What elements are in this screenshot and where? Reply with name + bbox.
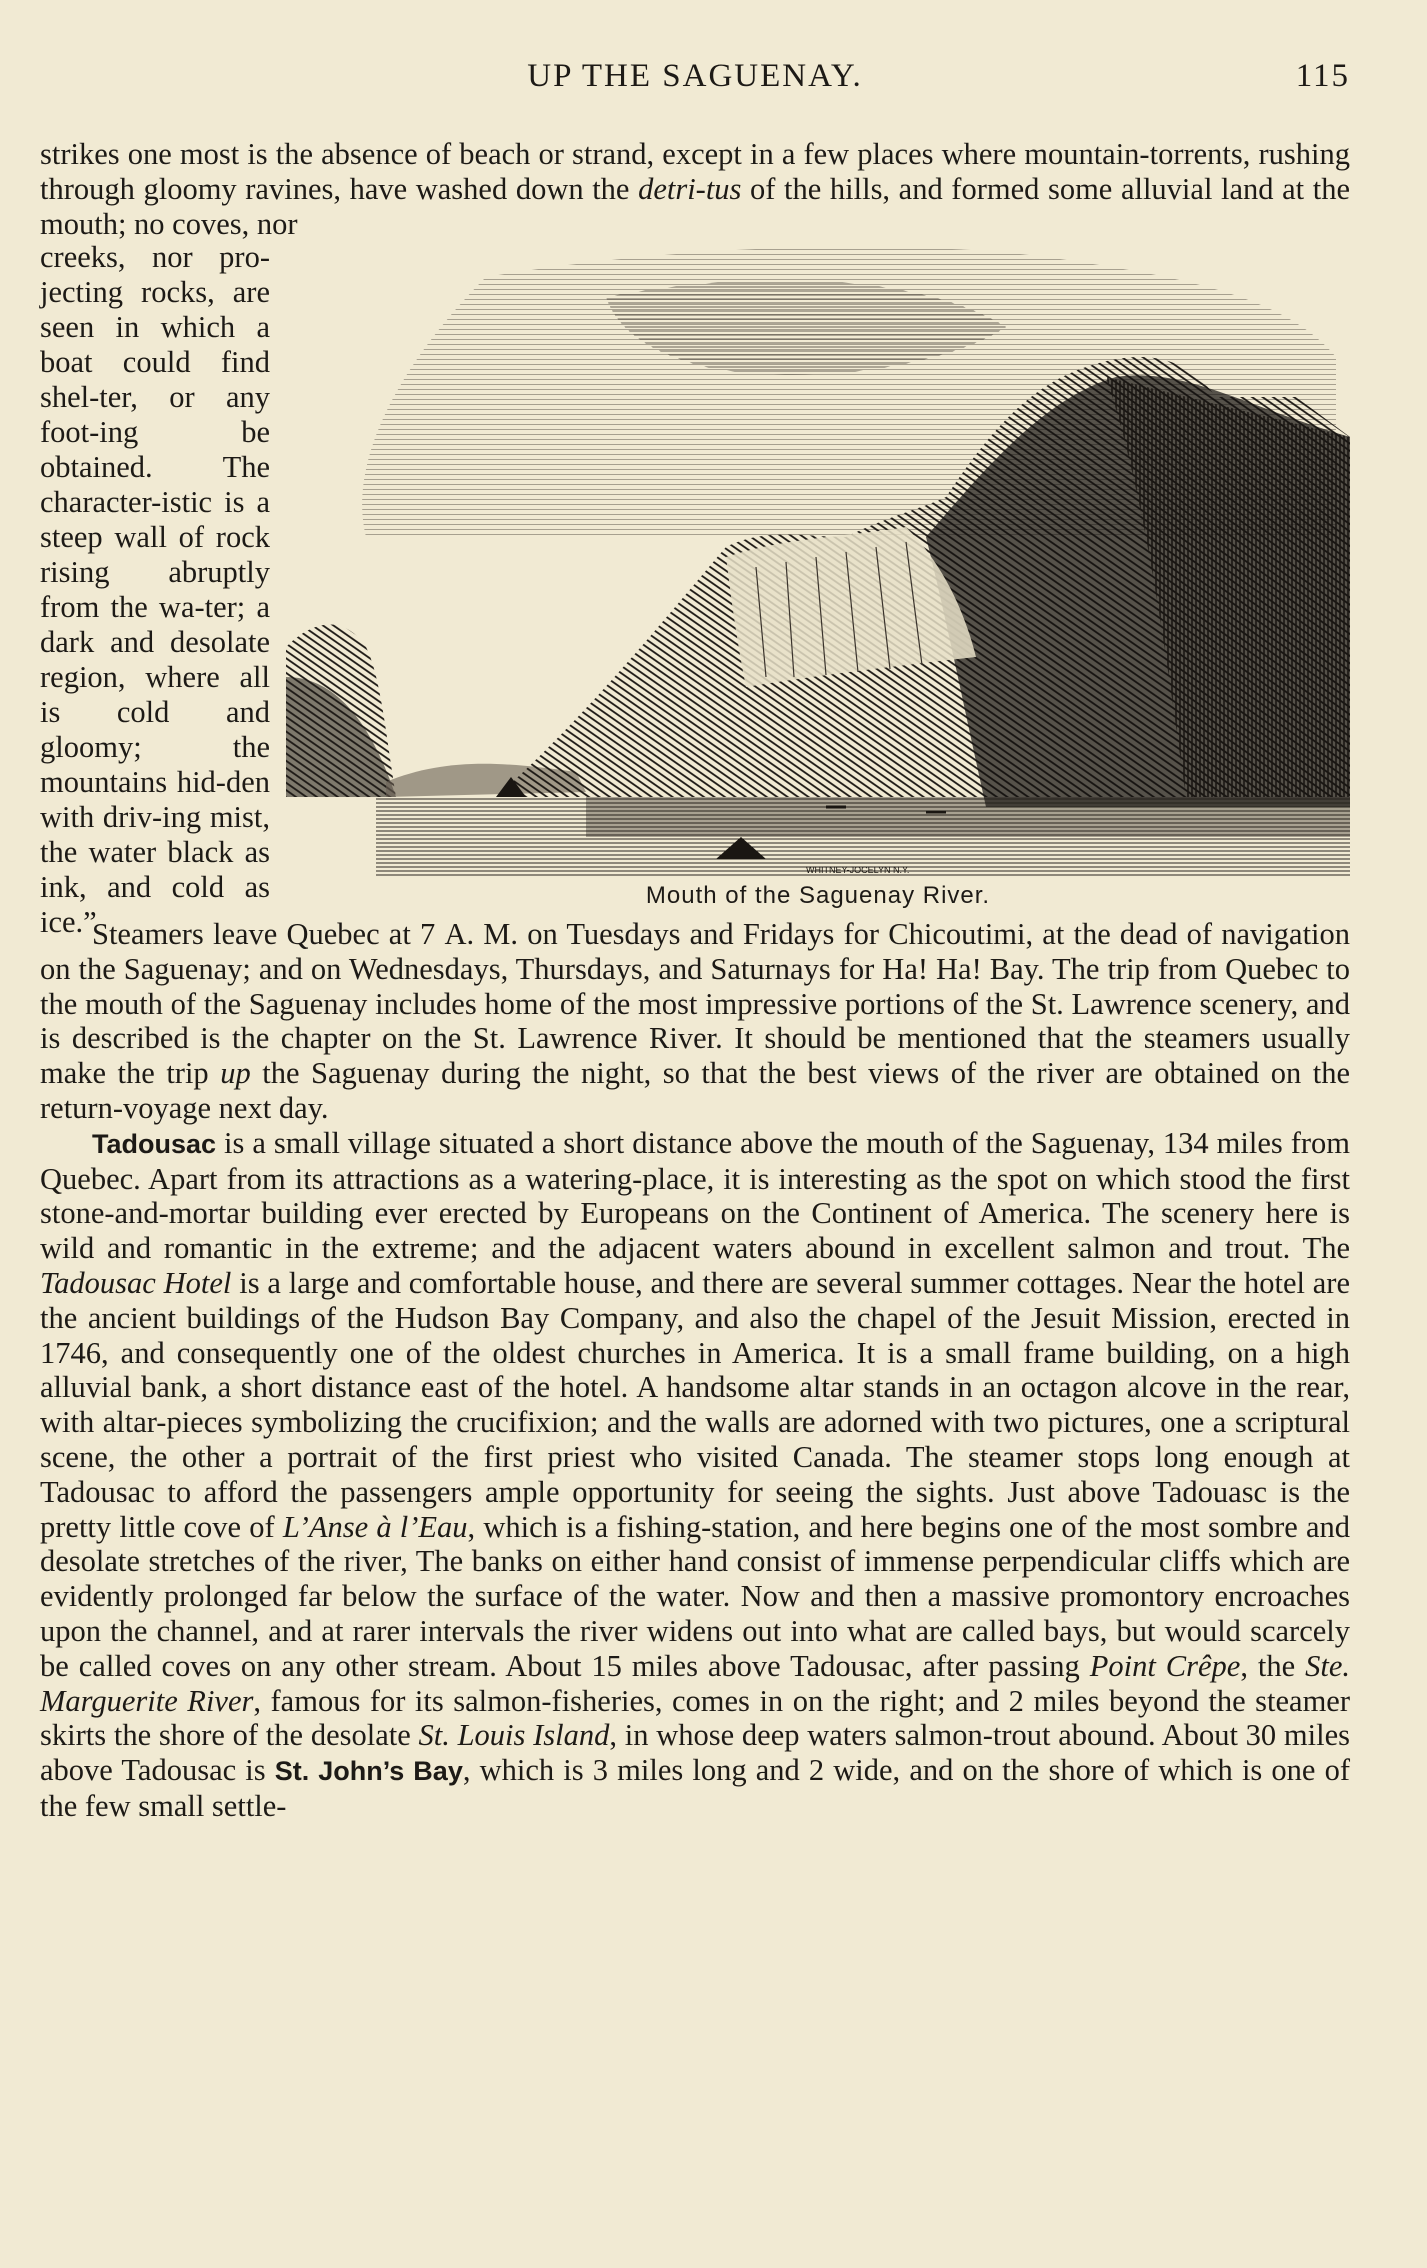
- saguenay-engraving: [286, 237, 1350, 877]
- p1-up: up: [220, 1056, 251, 1091]
- p2-tadousac: Tadousac: [92, 1128, 217, 1159]
- page-header: [40, 58, 1350, 102]
- p2-text-e: , famous for its salmon-fisheries, comes in on the right; and 2 miles beyond the steamer skirts the shore of the desolate: [40, 1683, 1350, 1753]
- page-number: 115: [1295, 58, 1350, 94]
- p1-text-c: the Saguenay during the night, so that the best views of the river are obtained on the return-voyage next day.: [40, 1056, 1351, 1125]
- intro-text-end: of the hills, and formed some alluvial land at the mouth; no coves, nor: [40, 171, 1350, 241]
- body-text: [40, 137, 1350, 1824]
- intro-paragraph: [40, 137, 1350, 241]
- paragraph-tadousac: [40, 1126, 1350, 1824]
- p1-text-a: Steamers leave Quebec at 7: [92, 917, 436, 951]
- p1-am: A. M.: [444, 917, 519, 951]
- running-title: UP THE SAGUENAY.: [527, 58, 863, 94]
- intro-text: strikes one most is the absence of beach or strand, except in a few places where mountain-torrents, rushing through gloomy ravines, have washed down the: [40, 137, 1350, 206]
- intro-detritus: detri-tus: [638, 171, 742, 206]
- p2-text-d: , the: [1240, 1648, 1296, 1683]
- p2-louis: St. Louis Island: [418, 1718, 610, 1753]
- paragraph-steamers: [40, 917, 1350, 1126]
- p2-johns: St. John’s Bay: [274, 1756, 463, 1787]
- p1-text-b: on Tuesdays and Fridays for Chicoutimi, at the dead of navigation on the Saguenay; and on Wednesdays, Thursdays, and Saturnays for Ha! Ha! Bay. The trip from Quebec to the mouth of the Saguenay includes home of the most impressive portions of the St. Lawrence scenery, and is described is the chapter on the St. Lawrence River. It should be mentioned that the steamers usually make the trip: [40, 917, 1351, 1091]
- engraver-mark: WHITNEY-JOCELYN N.Y.: [806, 865, 910, 875]
- p2-hotel: Tadousac Hotel: [40, 1265, 232, 1300]
- p2-text-a: is a small village situated a short distance above the mouth of the Saguenay, 134 miles from Quebec. Apart from its attractions as a watering-place, it is interesting as the spot on which stood the first stone-and-mortar building ever erected by Europeans on the Continent of America. The scenery here is wild and romantic in the extreme; and the adjacent waters abound in excellent salmon and trout. The: [40, 1125, 1351, 1266]
- left-column-text: creeks, nor pro-jecting rocks, are seen in which a boat could find shel-ter, or any foot-ing be obtained. The character-istic is a steep wall of rock rising abruptly from the wa-ter; a dark and desolate region, where all is cold and gloomy; the mountains hid-den with driv-ing mist, the water black as ink, and cold as ice.”: [40, 240, 270, 939]
- p2-anse: L’Anse à l’Eau: [282, 1509, 468, 1544]
- p2-text-g: , which is 3 miles long and 2 wide, and on the shore of which is one of the few small settle-: [40, 1753, 1351, 1823]
- engraving-figure: [286, 237, 1350, 907]
- p2-crepe: Point Crêpe: [1089, 1648, 1241, 1683]
- p2-text-b: is a large and comfortable house, and there are several summer cottages. Near the hotel are the ancient buildings of the Hudson Bay Company, and also the chapel of the Jesuit Mission, erected in 1746, and consequently one of the oldest churches in America. It is a small frame building, on a high alluvial bank, a short distance east of the hotel. A handsome altar stands in an octagon alcove in the rear, with altar-pieces symbolizing the crucifixion; and the walls are adorned with two pictures, one a scriptural scene, the other a portrait of the first priest who visited Canada. The steamer stops long enough at Tadousac to afford the passengers ample opportunity for seeing the sights. Just above Tadouasc is the pretty little cove of: [40, 1265, 1350, 1544]
- figure-caption: Mouth of the Saguenay River.: [645, 882, 991, 909]
- p2-marguerite: Ste. Marguerite River: [40, 1648, 1351, 1718]
- p2-text-f: , in whose deep waters salmon-trout abound. About 30 miles above Tadousac is: [40, 1718, 1351, 1788]
- p2-text-c: , which is a fishing-station, and here begins one of the most sombre and desolate stretches of the river, The banks on either hand consist of immense perpendicular cliffs which are evidently prolonged far below the surface of the water. Now and then a massive promontory encroaches upon the channel, and at rarer intervals the river widens out into what are called bays, but would scarcely be called coves on any other stream. About 15 miles above Tadousac, after passing: [40, 1509, 1351, 1683]
